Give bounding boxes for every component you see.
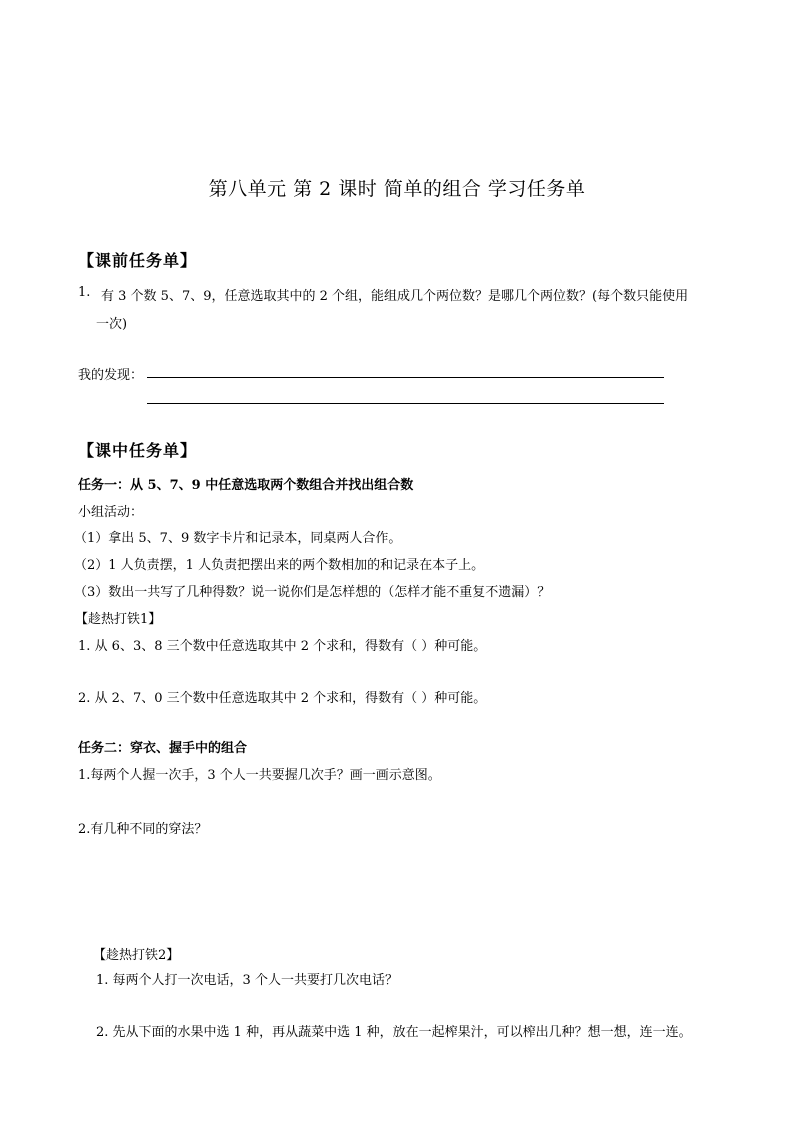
activity-step-2: （2）1 人负责摆，1 人负责把摆出来的两个数相加的和记录在本子上。 — [74, 558, 485, 573]
in-class-heading: 【课中任务单】 — [78, 441, 198, 460]
task2-question-2: 2.有几种不同的穿法？ — [78, 822, 208, 837]
pre-class-heading: 【课前任务单】 — [78, 251, 198, 270]
page-title: 第八单元 第 2 课时 简单的组合 学习任务单 — [208, 178, 586, 200]
practice1-question-1: 1. 从 6、3、8 三个数中任意选取其中 2 个求和，得数有（ ）种可能。 — [78, 639, 487, 654]
practice2-question-2: 2. 先从下面的水果中选 1 种，再从蔬菜中选 1 种，放在一起榨果汁，可以榨出几种？想一想，连一连。 — [96, 1025, 692, 1040]
practice2-heading: 【趁热打铁2】 — [93, 948, 180, 963]
task2-question-1: 1.每两个人握一次手，3 个人一共要握几次手？画一画示意图。 — [78, 768, 441, 783]
q1-number: 1. — [78, 285, 91, 300]
activity-step-3: （3）数出一共写了几种得数？说一说你们是怎样想的（怎样才能不重复不遗漏）？ — [74, 585, 551, 600]
q1-line1: 有 3 个数 5、7、9，任意选取其中的 2 个组，能组成几个两位数？是哪几个两位数？(每个数只能使用 — [101, 289, 689, 304]
q1-line2: 一次) — [96, 317, 128, 332]
practice1-question-2: 2. 从 2、7、0 三个数中任意选取其中 2 个求和，得数有（ ）种可能。 — [78, 691, 487, 706]
answer-line-2[interactable] — [147, 403, 664, 404]
practice2-question-1: 1. 每两个人打一次电话，3 个人一共要打几次电话？ — [96, 973, 398, 988]
answer-line-1[interactable] — [147, 377, 664, 378]
activity-step-1: （1）拿出 5、7、9 数字卡片和记录本，同桌两人合作。 — [74, 531, 402, 546]
practice1-heading: 【趁热打铁1】 — [75, 612, 162, 627]
group-activity-label: 小组活动： — [78, 505, 144, 520]
finding-label: 我的发现： — [78, 368, 144, 383]
task1-title: 任务一：从 5、7、9 中任意选取两个数组合并找出组合数 — [78, 478, 414, 493]
task2-title: 任务二：穿衣、握手中的组合 — [78, 741, 248, 756]
